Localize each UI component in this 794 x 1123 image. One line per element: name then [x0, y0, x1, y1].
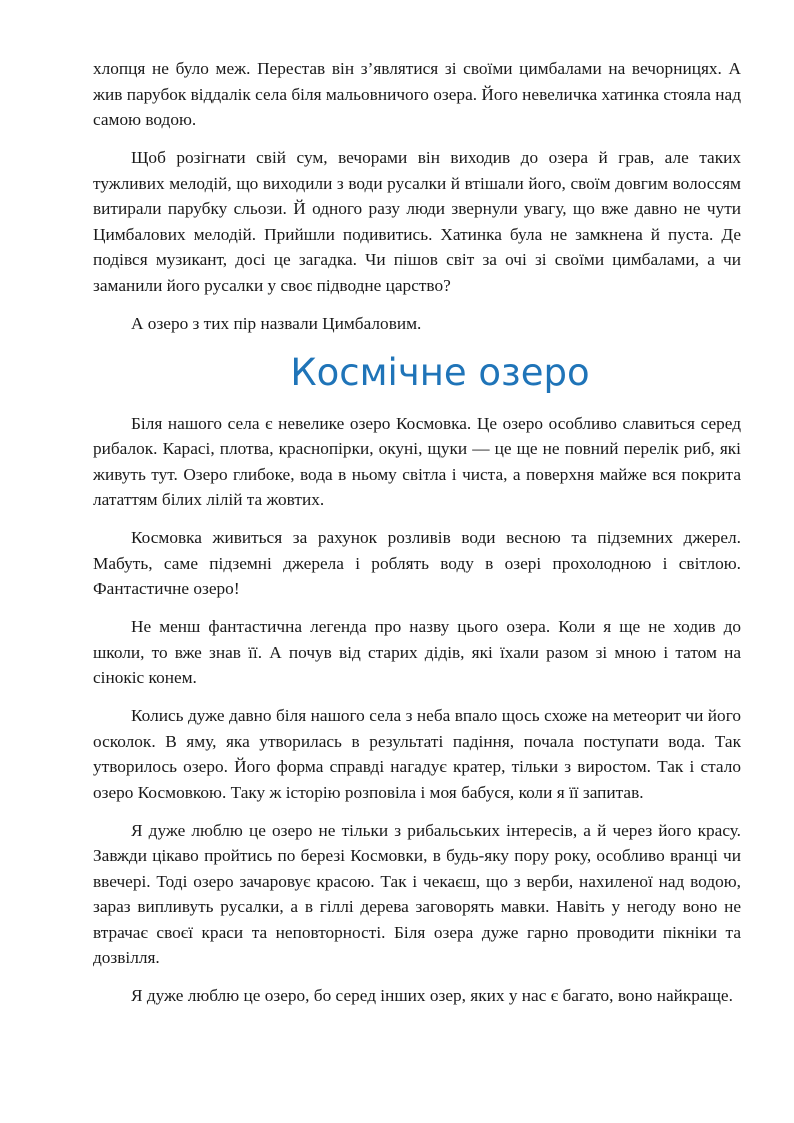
intro-paragraph: А озеро з тих пір назвали Цимбаловим.: [131, 313, 422, 333]
intro-paragraph-continuation: хлопця не було меж. Перестав він з’являтися зі своїми цимбалами на вечорницях. А жив парубок віддалік села біля мальовничого озера. Його невеличка хатинка стояла над самою водою.: [93, 59, 741, 129]
section-paragraph: Космовка живиться за рахунок розливів води весною та підземних джерел. Мабуть, саме підземні джерела і роблять воду в озері прохолодною і світлою. Фантастичне озеро!: [93, 528, 741, 598]
document-body: [93, 56, 741, 1021]
section-paragraph: Біля нашого села є невелике озеро Космовка. Це озеро особливо славиться серед рибалок. Карасі, плотва, краснопірки, окуні, щуки — це ще не повний перелік риб, які живуть тут. Озеро глибоке, вода в ньому світла і чиста, а поверхня майже вся покрита лататтям білих лілій та жовтих.: [93, 413, 741, 509]
section-paragraph: Я дуже люблю це озеро, бо серед інших озер, яких у нас є багато, воно найкраще.: [131, 986, 733, 1005]
intro-paragraph: Щоб розігнати свій сум, вечорами він виходив до озера й грав, але таких тужливих мелодій, що виходили з води русалки й втішали його, своїм довгим волоссям витирали парубку сльози. Й одного разу люди звернули увагу, що вже давно не чути Цимбалових мелодій. Прийшли подивитись. Хатинка була не замкнена й пуста. Де подівся музикант, досі це загадка. Чи пішов світ за очі зі своїми цимбалами, а чи заманили його русалки у своє підводне царство?: [93, 148, 741, 295]
section-paragraph: Колись дуже давно біля нашого села з неба впало щось схоже на метеорит чи його осколок. В яму, яка утворилась в результаті падіння, почала поступати вода. Так утворилось озеро. Його форма справді нагадує кратер, тільки з виростом. Так і стало озеро Космовкою. Таку ж історію розповіла і моя бабуся, коли я її запитав.: [93, 706, 741, 802]
section-paragraph: Не менш фантастична легенда про назву цього озера. Коли я ще не ходив до школи, то вже знав її. А почув від старих дідів, які їхали разом зі мною і татом на сінокіс конем.: [93, 617, 741, 687]
section-paragraph: Я дуже люблю це озеро не тільки з рибальських інтересів, а й через його красу. Завжди цікаво пройтись по березі Космовки, в будь-яку пору року, особливо вранці чи ввечері. Тоді озеро зачаровує красою. Так і чекаєш, що з верби, нахиленої над водою, зараз випливуть русалки, а в гіллі дерева заговорять мавки. Навіть у негоду воно не втрачає своєї краси та неповторності. Біля озера дуже гарно проводити пікніки та дозвілля.: [93, 820, 741, 967]
section-title: Космічне озеро: [290, 350, 590, 394]
